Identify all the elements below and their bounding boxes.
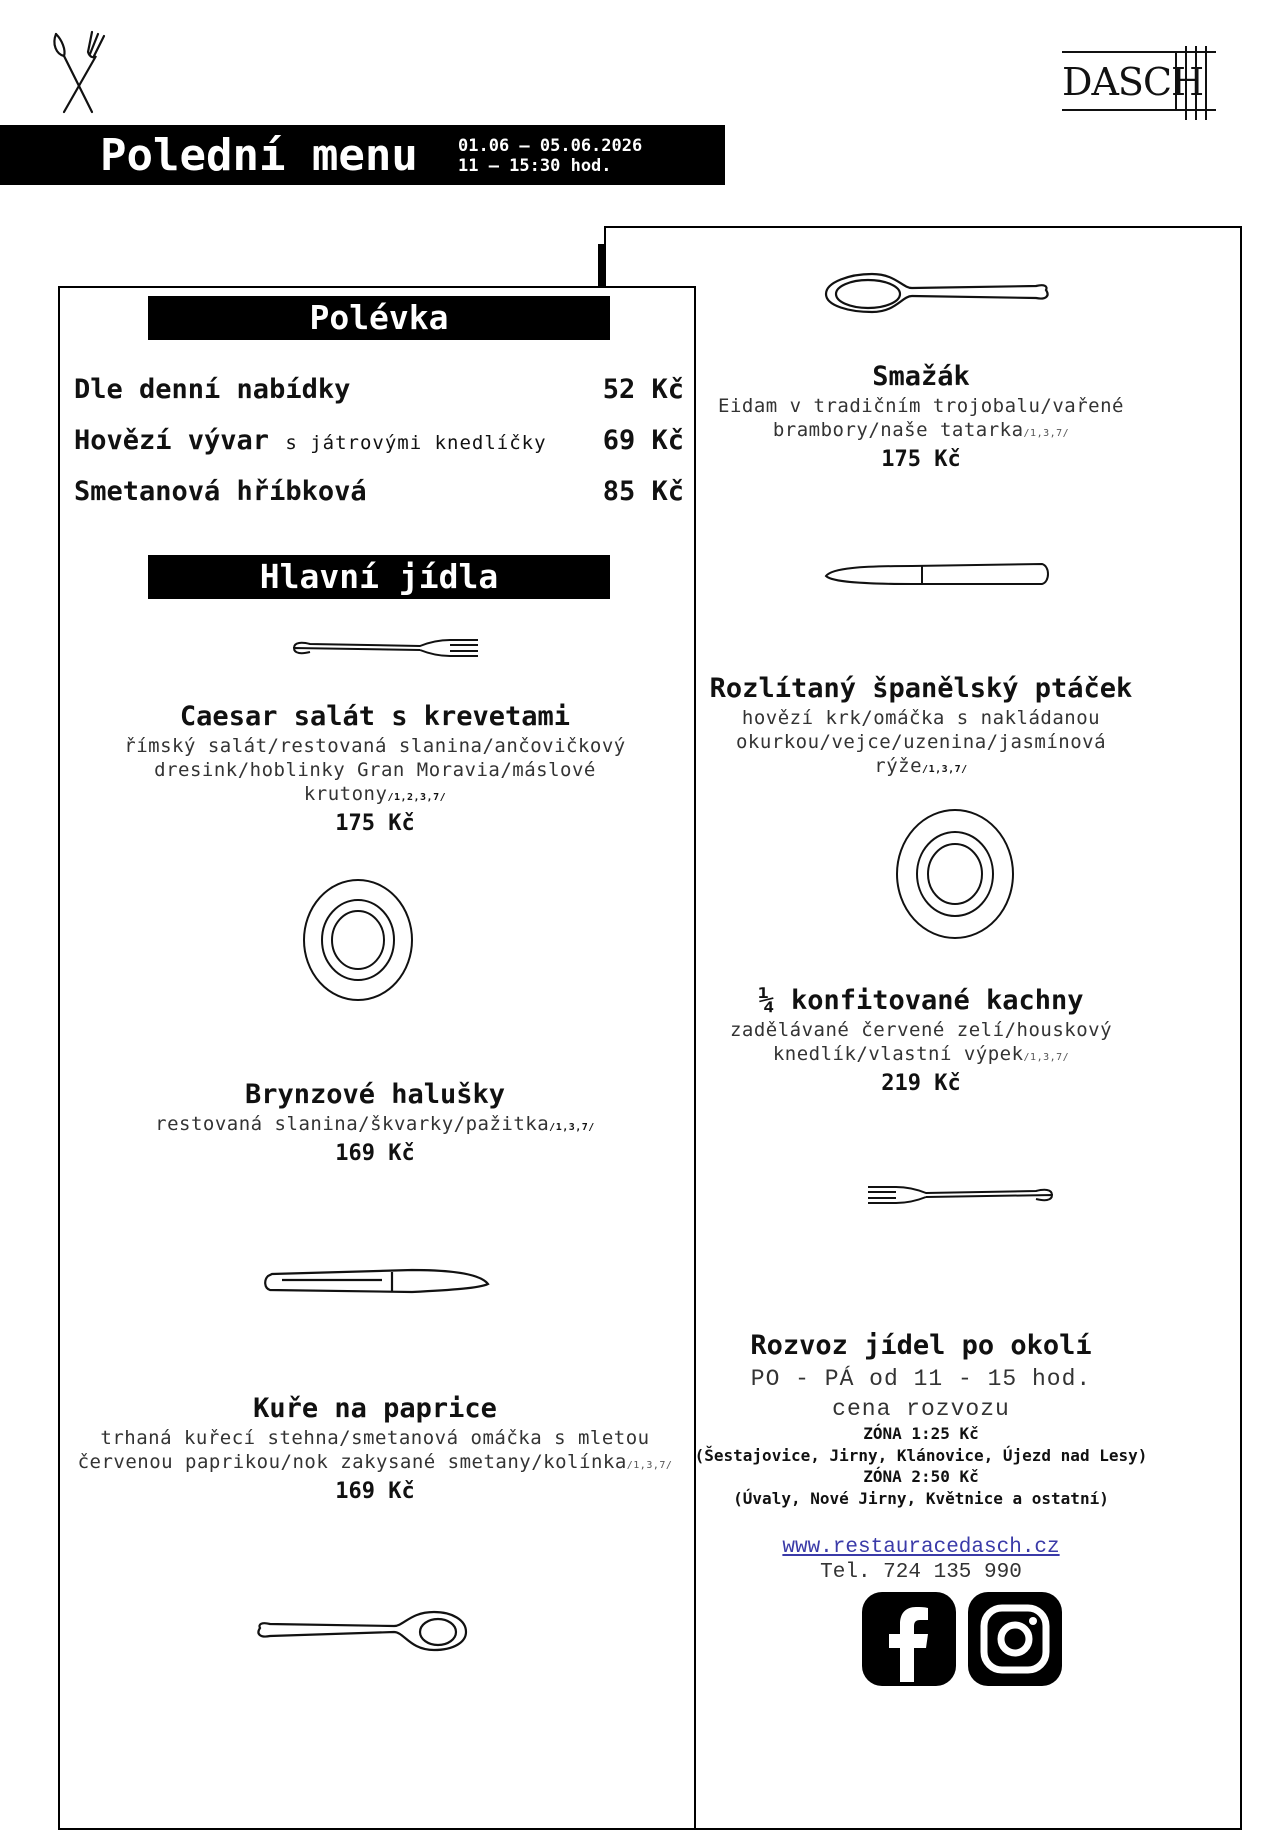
soup-price: 85 Kč: [602, 476, 684, 507]
zone-2-places: (Úvaly, Nové Jirny, Květnice a ostatní): [733, 1489, 1109, 1508]
soup-name: Dle denní nabídky: [74, 374, 351, 405]
soup-heading: Polévka: [148, 296, 610, 340]
website-link[interactable]: www.restauracedasch.cz: [782, 1536, 1060, 1559]
dish-name: Kuře na paprice: [253, 1393, 497, 1424]
delivery-days: PO - PÁ od 11 - 15 hod.: [750, 1366, 1092, 1392]
allergens: /1,2,3,7/: [387, 792, 447, 803]
spoon-icon: [822, 268, 1052, 318]
soup-item: [74, 425, 684, 456]
knife-icon: [262, 1262, 492, 1302]
left-panel: [58, 286, 696, 1830]
knife-icon: [822, 558, 1052, 592]
plate-icon: [892, 806, 1018, 942]
dish-price: 175 Kč: [881, 447, 961, 472]
allergens: /1,3,7/: [1023, 428, 1070, 439]
fork-icon: [866, 1178, 1056, 1212]
soup-description: s játrovými knedlíčky: [285, 432, 547, 454]
dish-name: Caesar salát s krevetami: [179, 701, 571, 732]
phone-number: Tel. 724 135 990: [820, 1561, 1022, 1584]
allergens: /1,3,7/: [922, 764, 968, 775]
allergens: /1,3,7/: [1023, 1052, 1070, 1063]
dish-item: [610, 360, 1232, 474]
soup-item: [74, 374, 684, 405]
delivery-title: Rozvoz jídel po okolí: [750, 1330, 1092, 1361]
soup-name: Hovězí vývar: [74, 425, 270, 456]
mains-heading: Hlavní jídla: [148, 555, 610, 599]
brand-name: DASCH: [1062, 60, 1204, 104]
spoon-icon: [254, 1606, 470, 1656]
dish-description: Eidam v tradičním trojobalu/vařené brambory/naše tatarka: [718, 395, 1124, 441]
dish-item: [610, 984, 1232, 1098]
dish-item: [64, 1078, 686, 1168]
dish-item: [64, 700, 686, 838]
dish-price: 219 Kč: [881, 1071, 961, 1096]
instagram-icon[interactable]: [968, 1592, 1062, 1686]
dish-item: [64, 1392, 686, 1506]
zone-2: ZÓNA 2:50 Kč: [863, 1467, 979, 1486]
dish-description: zadělávané červené zelí/houskový knedlík/vlastní výpek: [729, 1019, 1113, 1065]
dish-price: 169 Kč: [335, 1141, 415, 1166]
dish-name: Rozlítaný španělský ptáček: [709, 673, 1133, 704]
page-title: Polední menu: [100, 130, 418, 181]
facebook-icon[interactable]: [862, 1592, 956, 1686]
allergens: /1,3,7/: [626, 1460, 673, 1471]
dish-name: Smažák: [872, 361, 970, 392]
soup-name: Smetanová hříbková: [74, 476, 367, 507]
dish-description: restovaná slanina/škvarky/pažitka: [155, 1113, 550, 1135]
brand-logo: [1062, 46, 1222, 120]
delivery-price-label: cena rozvozu: [832, 1396, 1010, 1422]
dish-price: 169 Kč: [335, 1479, 415, 1504]
website-link-wrap: [610, 1536, 1232, 1559]
soup-price: 69 Kč: [602, 425, 684, 456]
dish-description: hovězí krk/omáčka s nakládanou okurkou/vejce/uzenina/jasmínová rýže: [735, 707, 1107, 777]
dish-item: [610, 672, 1232, 782]
soup-price: 52 Kč: [602, 374, 684, 405]
zone-1-places: (Šestajovice, Jirny, Klánovice, Újezd nad Lesy): [694, 1446, 1148, 1465]
dish-name: Brynzové halušky: [244, 1079, 506, 1110]
zone-1: ZÓNA 1:25 Kč: [863, 1424, 979, 1443]
dish-price: 175 Kč: [335, 811, 415, 836]
dish-name: ¼ konfitované kachny: [758, 985, 1084, 1016]
soup-item: [74, 476, 684, 507]
date-box: [458, 126, 723, 184]
dish-description: trhaná kuřecí stehna/smetanová omáčka s mletou červenou paprikou/nok zakysané smetany/kolínka: [77, 1427, 650, 1473]
date-range: 01.06 – 05.06.2026: [458, 136, 643, 156]
fork-knife-icon: [48, 30, 108, 116]
dish-description: římský salát/restovaná slanina/ančovičkový dresink/hoblinky Gran Moravia/máslové krutony: [124, 735, 626, 805]
fork-icon: [290, 632, 480, 664]
allergens: /1,3,7/: [549, 1122, 595, 1133]
opening-hours: 11 – 15:30 hod.: [458, 156, 612, 176]
plate-icon: [300, 876, 416, 1004]
